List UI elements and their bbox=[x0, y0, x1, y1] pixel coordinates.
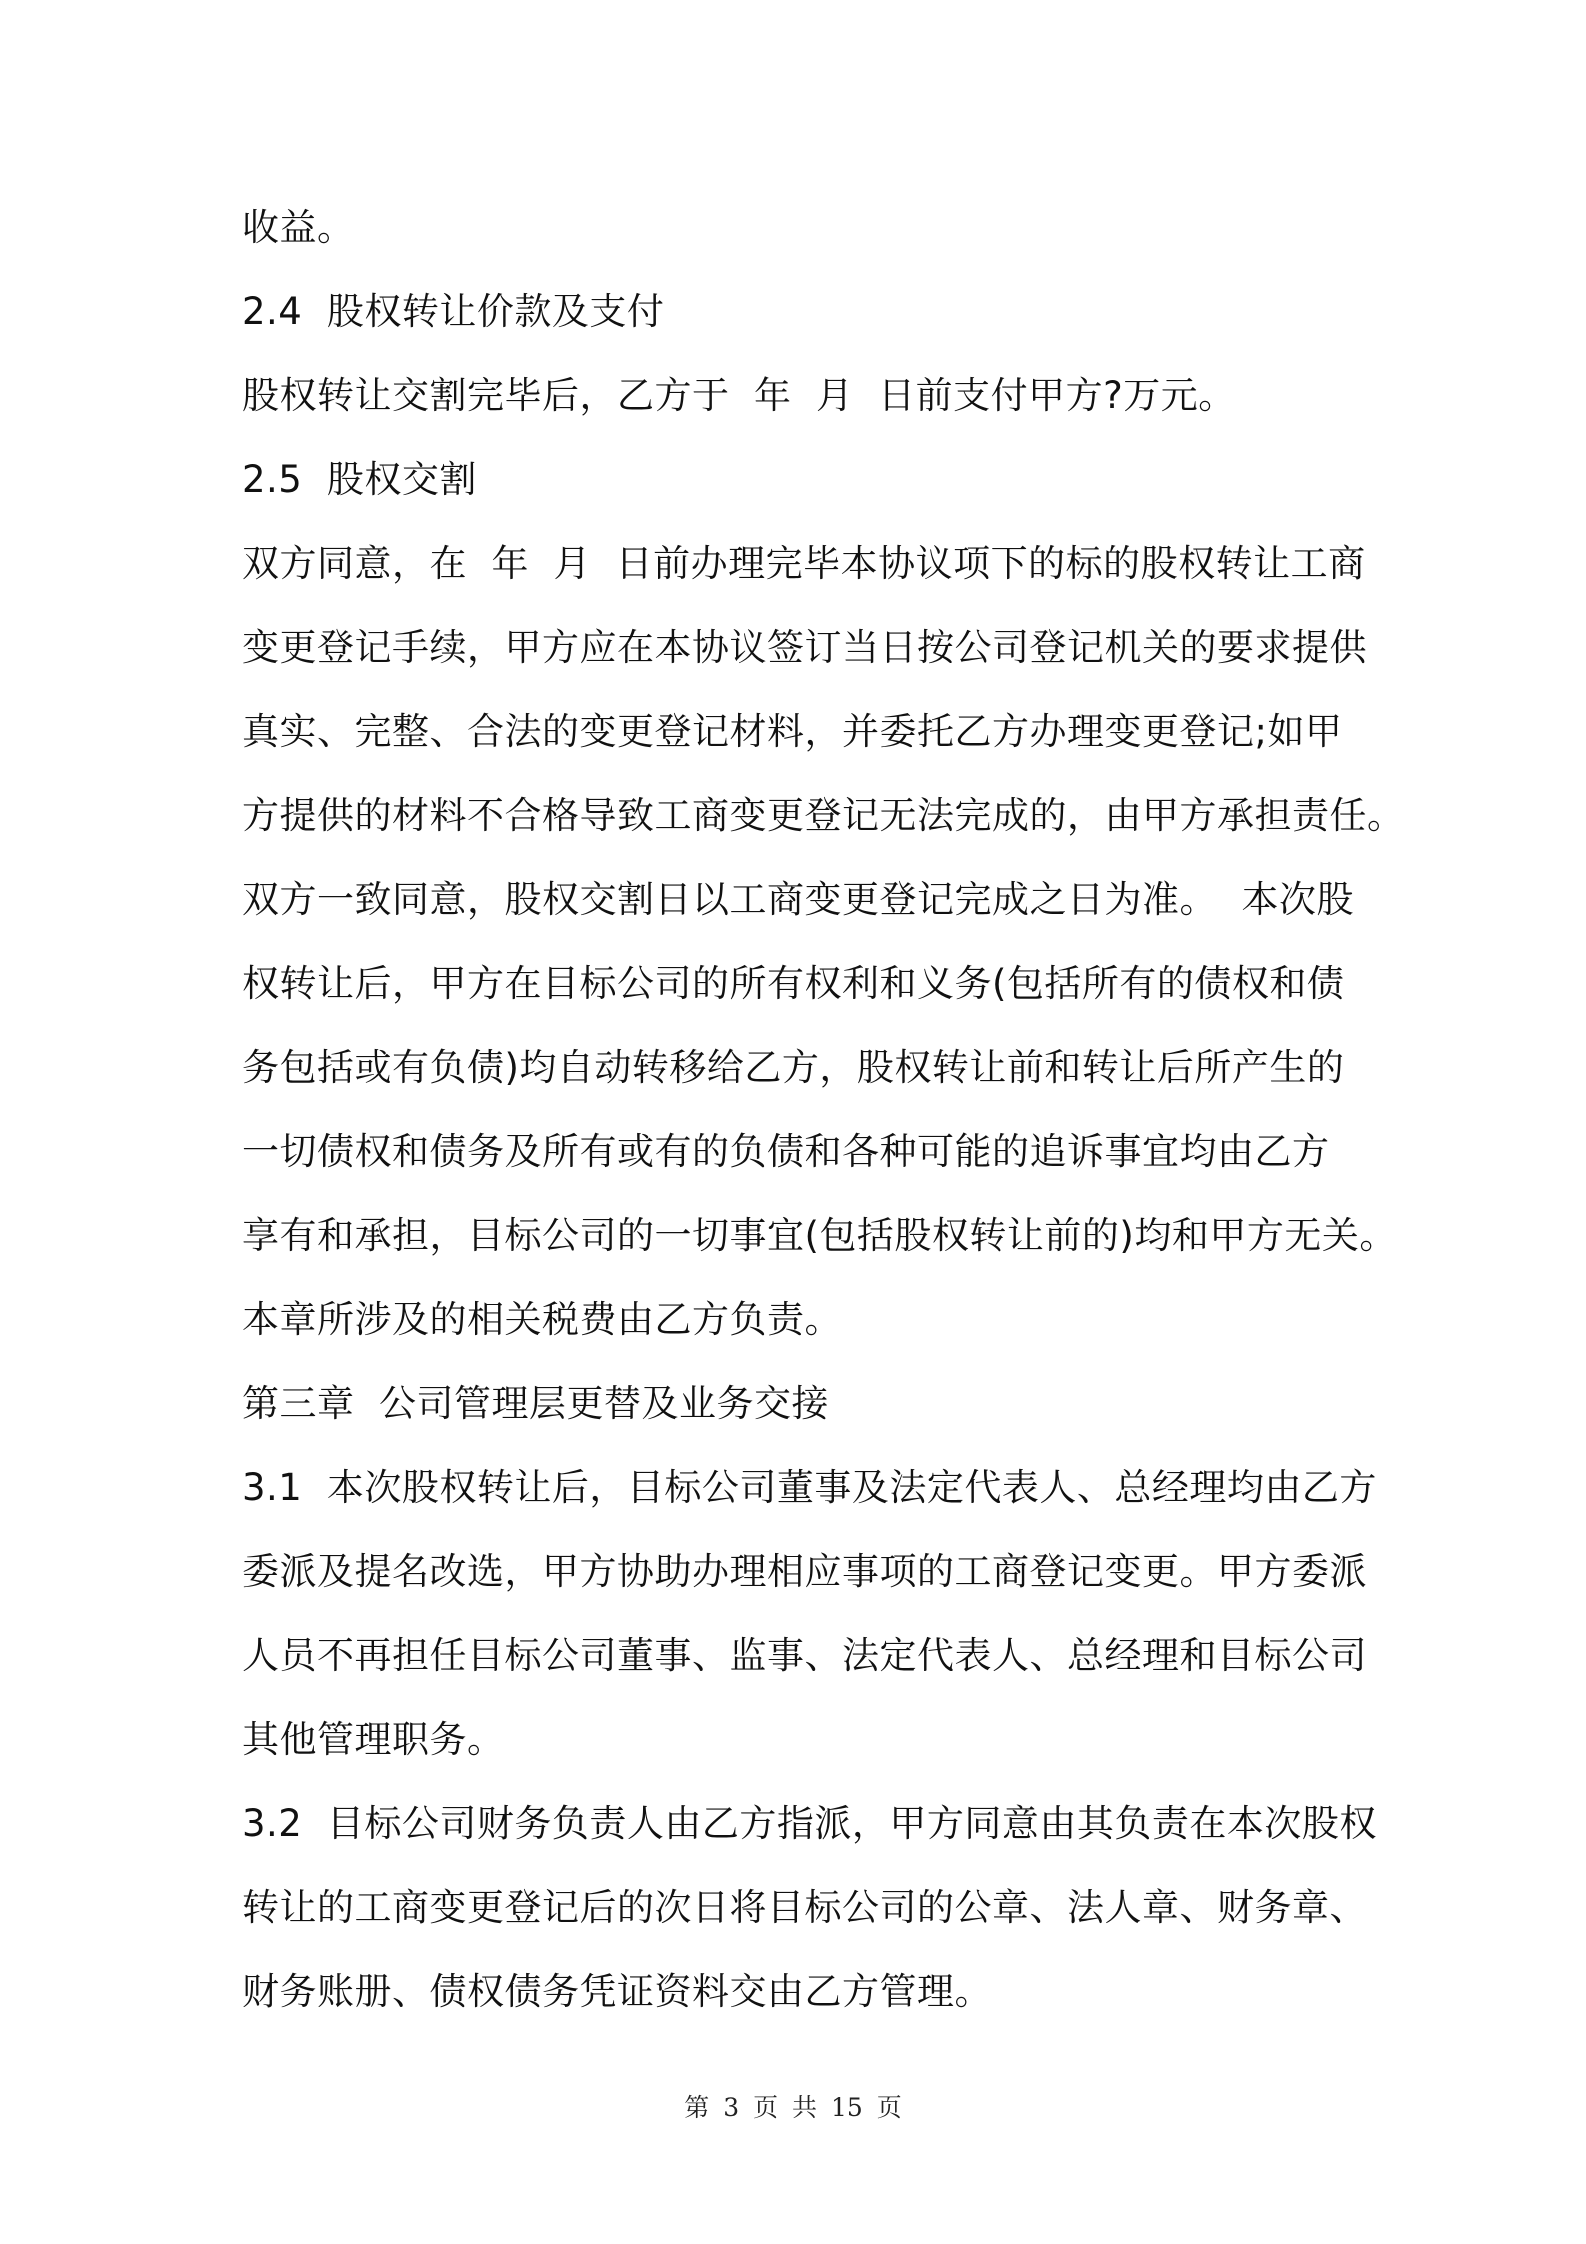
text-line: 3.2 目标公司财务负责人由乙方指派，甲方同意由其负责在本次股权 bbox=[242, 1802, 1377, 1845]
page-number: 第 3 页 共 15 页 bbox=[684, 2093, 902, 2122]
text-line: 收益。 bbox=[242, 206, 355, 249]
text-line: 股权转让交割完毕后，乙方于 年 月 日前支付甲方?万元。 bbox=[242, 374, 1236, 417]
section-heading: 2.4 股权转让价款及支付 bbox=[242, 290, 665, 333]
text-line: 一切债权和债务及所有或有的负债和各种可能的追诉事宜均由乙方 bbox=[242, 1130, 1330, 1173]
text-line: 本章所涉及的相关税费由乙方负责。 bbox=[242, 1298, 842, 1341]
text-line: 务包括或有负债)均自动转移给乙方，股权转让前和转让后所产生的 bbox=[242, 1046, 1345, 1089]
text-line: 委派及提名改选，甲方协助办理相应事项的工商登记变更。甲方委派 bbox=[242, 1550, 1367, 1593]
section-heading: 2.5 股权交割 bbox=[242, 458, 477, 501]
chapter-heading: 第三章 公司管理层更替及业务交接 bbox=[242, 1382, 830, 1425]
text-line: 3.1 本次股权转让后，目标公司董事及法定代表人、总经理均由乙方 bbox=[242, 1466, 1377, 1509]
text-line: 财务账册、债权债务凭证资料交由乙方管理。 bbox=[242, 1970, 992, 2013]
text-line: 双方同意，在 年 月 日前办理完毕本协议项下的标的股权转让工商 bbox=[242, 542, 1366, 585]
text-line: 真实、完整、合法的变更登记材料，并委托乙方办理变更登记;如甲 bbox=[242, 710, 1343, 753]
text-line: 享有和承担，目标公司的一切事宜(包括股权转让前的)均和甲方无关。 bbox=[242, 1214, 1397, 1257]
text-line: 变更登记手续，甲方应在本协议签订当日按公司登记机关的要求提供 bbox=[242, 626, 1367, 669]
text-line: 转让的工商变更登记后的次日将目标公司的公章、法人章、财务章、 bbox=[242, 1886, 1367, 1929]
text-line: 人员不再担任目标公司董事、监事、法定代表人、总经理和目标公司 bbox=[242, 1634, 1367, 1677]
text-line: 双方一致同意，股权交割日以工商变更登记完成之日为准。 本次股 bbox=[242, 878, 1355, 921]
text-line: 其他管理职务。 bbox=[242, 1718, 505, 1761]
text-line: 权转让后，甲方在目标公司的所有权利和义务(包括所有的债权和债 bbox=[242, 962, 1345, 1005]
text-line: 方提供的材料不合格导致工商变更登记无法完成的，由甲方承担责任。 bbox=[242, 794, 1405, 837]
